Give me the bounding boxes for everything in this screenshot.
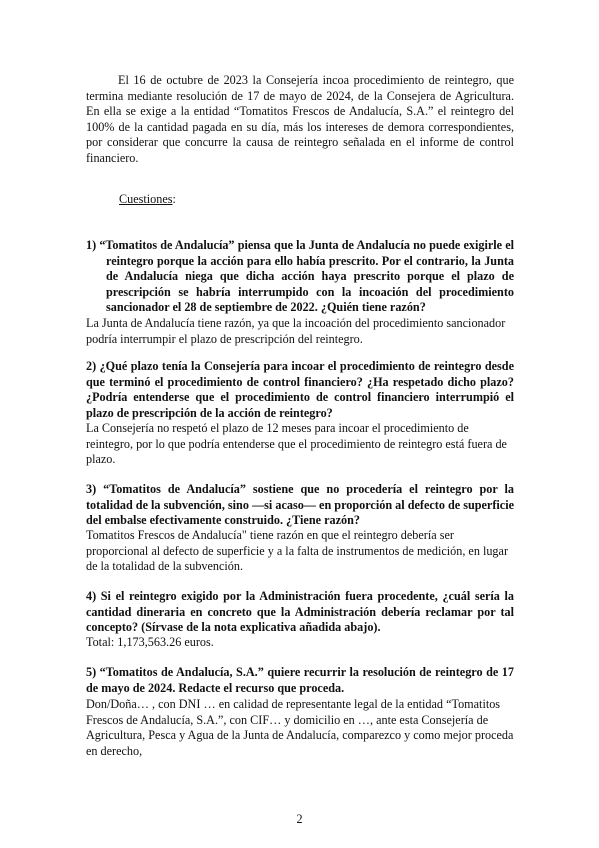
question-3-text: 3) “Tomatitos de Andalucía” sostiene que no procedería el reintegro por la totalidad de la subvención, sino ––si acaso–– en proporción al defecto de superficie del embalse efectivamente construido. ¿Tiene razón? [86,482,514,528]
answer-3-text: Tomatitos Frescos de Andalucía" tiene razón en que el reintegro debería ser proporcional al defecto de superficie y a la falta de instrumentos de medición, en lugar de la totalidad de la subvención. [86,528,508,574]
answer-5-text: Don/Doña… , con DNI … en calidad de representante legal de la entidad “Tomatitos Frescos de Andalucía, S.A.”, con CIF… y domicilio en …, ante esta Consejería de Agricultura, Pesca y Agua de la Junta de Andalucía, comparezco y como mejor proceda en derecho, [86,697,514,758]
page-number: 2 [296,812,303,826]
question-1 [86,238,514,316]
question-1-text: 1) “Tomatitos de Andalucía” piensa que la Junta de Andalucía no puede exigirle el reintegro porque la acción para ello había prescrito. Por el contrario, la Junta de Andalucía niega que dicha acción haya prescrito porque el plazo de prescripción se habría interrumpido con la incoación del procedimiento sancionador el 28 de septiembre de 2022. ¿Quién tiene razón? [86,238,514,315]
answer-1-text: La Junta de Andalucía tiene razón, ya que la incoación del procedimiento sancionador podría interrumpir el plazo de prescripción del reintegro. [86,316,506,346]
cuestiones-label: Cuestiones [119,192,173,206]
question-4-text: 4) Si el reintegro exigido por la Administración fuera procedente, ¿cuál sería la cantidad dineraria en concreto que la Administración debería reclamar por tal concepto? (Sírvase de la nota explicativa añadida abajo). [86,589,514,635]
intro-paragraph: El 16 de octubre de 2023 la Consejería incoa procedimiento de reintegro, que termina mediante resolución de 17 de mayo de 2024, de la Consejera de Agricultura. En ella se exige a la entidad “Tomatitos Frescos de Andalucía, S.A.” el reintegro del 100% de la cantidad pagada en su día, más los intereses de demora correspondientes, por considerar que concurre la causa de reintegro señalada en el informe de control financiero. [86,73,514,165]
answer-2-text: La Consejería no respetó el plazo de 12 meses para incoar el procedimiento de reintegro, por lo que podría entenderse que el procedimiento de reintegro está fuera de plazo. [86,421,507,467]
question-5-text: 5) “Tomatitos de Andalucía, S.A.” quiere recurrir la resolución de reintegro de 17 de mayo de 2024. Redacte el recurso que proceda. [86,665,514,695]
answer-4-text: Total: 1,173,563.26 euros. [86,635,214,649]
cuestiones-colon: : [172,192,176,206]
cuestiones-heading [119,192,547,208]
question-2-text: 2) ¿Qué plazo tenía la Consejería para incoar el procedimiento de reintegro desde que terminó el procedimiento de control financiero? ¿Ha respetado dicho plazo? ¿Podría entenderse que el procedimiento de control financiero interrumpió el plazo de prescripción de la acción de reintegro? [86,359,514,420]
